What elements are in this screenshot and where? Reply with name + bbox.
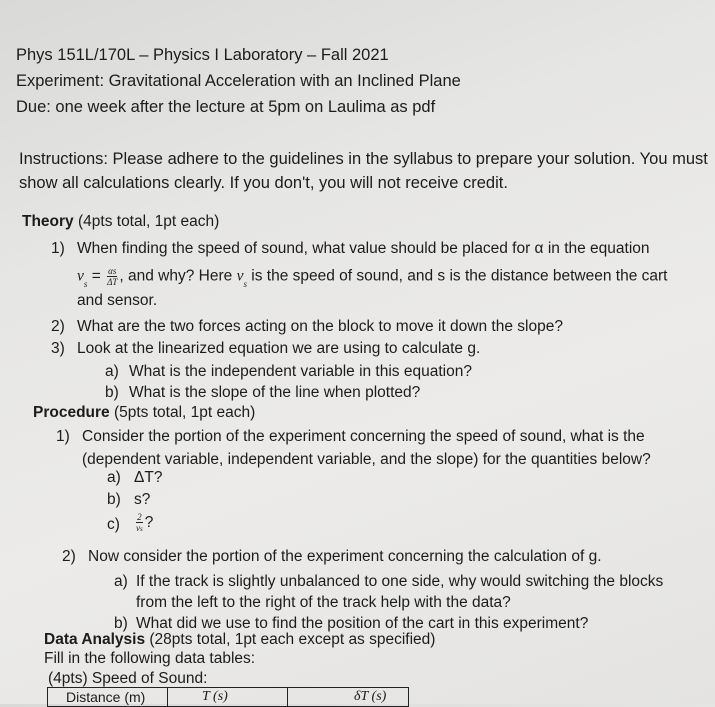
instructions-line-2: show all calculations clearly. If you don't, you will not receive credit. <box>19 174 508 192</box>
procedure-q1a-number: a) <box>107 469 121 486</box>
course-title: Phys 151L/170L – Physics I Laboratory – Fall 2021 <box>16 46 389 64</box>
procedure-q2a-line-1: If the track is slightly unbalanced to one side, why would switching the blocks <box>136 573 664 590</box>
procedure-q1-line-2: (dependent variable, independent variable, and the slope) for the quantities below? <box>82 451 651 468</box>
equation-lhs: v <box>77 267 84 285</box>
speed-of-sound-table <box>47 687 409 707</box>
theory-heading <box>22 213 219 231</box>
table-title: (4pts) Speed of Sound: <box>48 670 208 687</box>
procedure-q2b-text: What did we use to find the position of the cart in this experiment? <box>136 615 589 632</box>
instructions-line-1: Instructions: Please adhere to the guidelines in the syllabus to prepare your solution. You must <box>19 150 708 168</box>
table-header-distance: Distance (m) <box>48 688 168 706</box>
procedure-q1b-number: b) <box>107 491 121 508</box>
theory-q3a-text: What is the independent variable in this equation? <box>129 363 472 380</box>
equation-fraction <box>107 266 117 287</box>
procedure-q2-text: Now consider the portion of the experiment concerning the calculation of g. <box>88 548 602 565</box>
reciprocal-speed-fraction <box>136 512 143 534</box>
theory-q3-number: 3) <box>51 340 65 357</box>
procedure-q1c-expression <box>134 512 153 534</box>
procedure-q1b-text: s? <box>134 491 151 508</box>
reciprocal-numerator: 2 <box>137 512 142 522</box>
table-header-time: T (s) <box>168 688 288 706</box>
theory-q2-number: 2) <box>51 318 65 335</box>
theory-q1-number: 1) <box>51 240 65 257</box>
theory-q1-line-3: and sensor. <box>77 292 158 309</box>
procedure-heading-label: Procedure <box>33 404 110 421</box>
equation-numerator: αs <box>108 266 117 276</box>
theory-q3-text: Look at the linearized equation we are using to calculate g. <box>77 340 481 357</box>
procedure-q1-line-1: Consider the portion of the experiment concerning the speed of sound, what is the <box>82 428 645 445</box>
equation-lhs-subscript: s <box>83 278 88 289</box>
reciprocal-denominator-subscript: s <box>140 525 143 533</box>
theory-q1-line-1: When finding the speed of sound, what value should be placed for α in the equation <box>77 240 650 257</box>
speed-symbol: v <box>236 267 244 285</box>
reciprocal-denominator: v <box>136 523 140 533</box>
theory-q3b-text: What is the slope of the line when plotted? <box>129 384 421 401</box>
theory-q3a-number: a) <box>105 363 119 380</box>
theory-q1-line-2 <box>77 266 667 287</box>
reciprocal-suffix: ? <box>144 514 154 532</box>
procedure-q2a-line-2: from the left to the right of the track help with the data? <box>136 594 511 611</box>
theory-heading-points: (4pts total, 1pt each) <box>73 213 220 230</box>
procedure-q2b-number: b) <box>114 615 128 632</box>
equation-denominator: ΔT <box>107 277 118 287</box>
procedure-q2-number: 2) <box>62 548 76 565</box>
table-header-time-uncertainty: δT (s) <box>354 689 387 704</box>
theory-q1-line-2-mid: , and why? Here <box>119 267 237 285</box>
data-analysis-heading-label: Data Analysis <box>44 631 146 648</box>
speed-symbol-subscript: s <box>243 278 247 289</box>
equation-equals: = <box>91 267 101 285</box>
procedure-q2a-number: a) <box>114 573 128 590</box>
fill-instruction: Fill in the following data tables: <box>44 650 256 667</box>
theory-q3b-number: b) <box>105 384 119 401</box>
procedure-heading-points: (5pts total, 1pt each) <box>109 404 256 421</box>
procedure-q1c-number: c) <box>107 516 120 533</box>
procedure-q1-number: 1) <box>56 428 70 445</box>
procedure-heading <box>33 404 255 422</box>
due-date: Due: one week after the lecture at 5pm on Laulima as pdf <box>16 98 436 116</box>
data-analysis-heading-points: (28pts total, 1pt each except as specified) <box>145 631 436 648</box>
theory-q2-text: What are the two forces acting on the block to move it down the slope? <box>77 318 563 335</box>
procedure-q1a-text: ΔT? <box>134 469 163 486</box>
experiment-title: Experiment: Gravitational Acceleration with an Inclined Plane <box>16 72 461 90</box>
data-analysis-heading <box>44 631 435 649</box>
theory-q1-line-2-end: is the speed of sound, and s is the distance between the cart <box>246 267 668 285</box>
theory-heading-label: Theory <box>22 213 74 230</box>
